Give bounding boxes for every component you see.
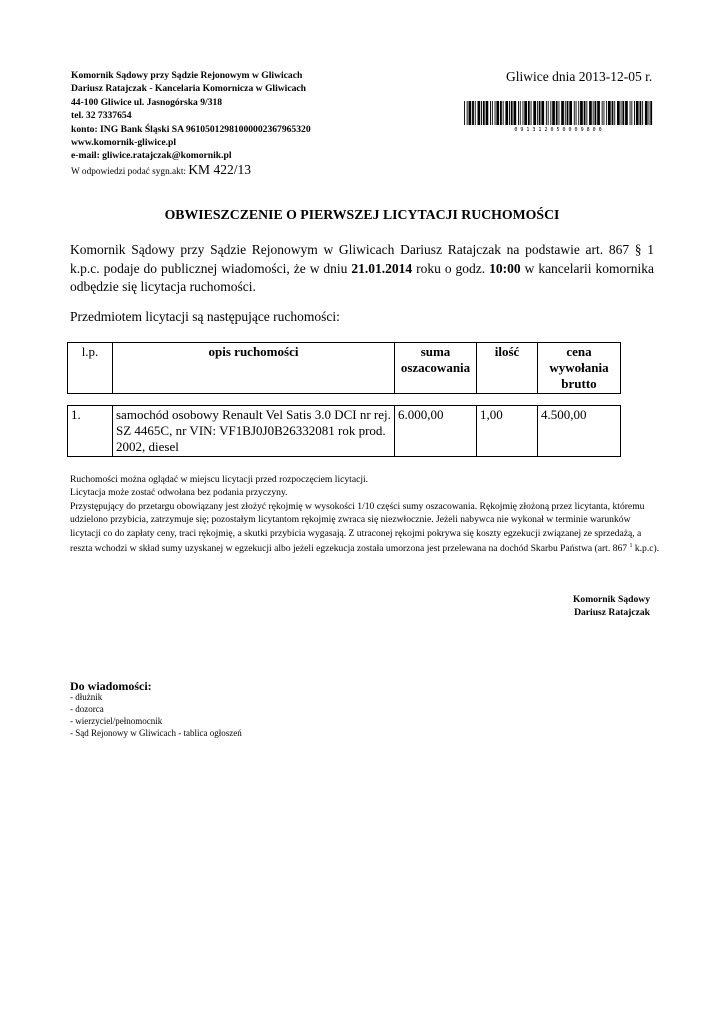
case-reference-value: KM 422/13 [188,161,251,177]
header-line: www.komornik-gliwice.pl [71,137,177,149]
header-line: 44-100 Gliwice ul. Jasnogórska 9/318 [71,96,223,108]
notice-intro [70,241,654,297]
barcode-bar [467,101,468,125]
barcode-digits: 0 9 1 3 1 2 0 5 0 0 0 9 8 0 0 [514,127,602,132]
barcode-bar [541,101,544,125]
note-deposit [70,500,660,556]
item-quantity: 1,00 [477,406,538,457]
barcode-bar [614,101,615,125]
intro-text: w kancelarii komornika odbędzie się licytacja ruchomości. [70,260,654,294]
barcode-bar [604,101,605,125]
col-price: cena wywołania brutto [538,343,621,394]
barcode-bar [597,101,600,125]
signature-title: Komornik Sądowy [572,594,650,605]
header-line: tel. 32 7337654 [71,110,132,122]
signature-name: Dariusz Ratajczak [574,607,650,619]
barcode-bar [642,101,643,125]
barcode-bar [505,101,508,125]
barcode-bar [546,101,547,125]
barcode-bar [490,101,491,125]
barcode-bar [576,101,577,125]
barcode-bar [481,101,482,125]
item-price: 4.500,00 [538,406,621,457]
barcode-bar [478,101,481,125]
barcode [463,101,653,132]
barcode-bar [550,101,551,125]
barcode-bar [612,101,614,125]
barcode-bar [606,101,607,125]
barcode-bar [602,101,603,125]
item-lp: 1. [68,406,113,457]
barcode-bar [495,101,496,125]
barcode-bar [483,101,485,125]
item-description: samochód osobowy Renault Vel Satis 3.0 DCI nr rej. SZ 4465C, nr VIN: VF1BJ0J0B26332081 rok prod. 2002, diesel [113,406,395,457]
barcode-bar [565,101,566,125]
item-value: 6.000,00 [395,406,477,457]
list-item: - dłużnik [70,692,103,702]
barcode-bar [464,101,465,125]
case-reference-label: W odpowiedzi podać sygn.akt: [71,166,186,177]
barcode-bar [634,101,635,125]
barcode-bar [503,101,504,125]
barcode-bar [509,101,510,125]
col-description: opis ruchomości [113,343,395,394]
barcode-bar [595,101,597,125]
header-line: Komornik Sądowy przy Sądzie Rejonowym w Gliwicach [71,70,303,81]
barcode-bar [580,101,583,125]
barcode-bar [569,101,572,125]
barcode-bar [593,101,594,125]
barcode-bar [500,101,502,125]
barcode-bar [556,101,558,125]
items-table [67,405,621,457]
barcode-bar [548,101,549,125]
barcode-bar [636,101,639,125]
barcode-bar [630,101,631,125]
distribution-title: Do wiadomości: [70,679,152,693]
barcode-bar [617,101,620,125]
distribution-list [70,691,242,739]
barcode-bar [559,101,560,125]
barcode-bar [552,101,555,125]
barcode-bar [518,101,519,125]
barcode-bars [464,101,652,125]
barcode-bar [486,101,489,125]
barcode-bar [567,101,569,125]
barcode-bar [537,101,538,125]
barcode-bar [640,101,642,125]
barcode-bar [578,101,579,125]
barcode-bar [621,101,622,125]
document-date: Gliwice dnia 2013-12-05 r. [506,69,653,84]
signature-block [520,593,650,620]
barcode-bar [625,101,628,125]
barcode-bar [523,101,524,125]
barcode-bar [649,101,650,125]
col-value: suma oszacowania [395,343,477,394]
table-header-row [68,343,621,394]
table-row [68,406,621,457]
barcode-bar [631,101,632,125]
barcode-bar [589,101,592,125]
article-superscript: 1 [629,543,633,550]
intro-text: roku o godz. [412,260,490,276]
barcode-bar [574,101,575,125]
list-item: - dozorca [70,704,104,714]
barcode-bar [650,101,652,125]
barcode-bar [645,101,648,125]
barcode-bar [561,101,564,125]
barcode-bar [539,101,541,125]
case-reference [71,163,371,179]
auction-time: 10:00 [489,260,521,276]
notice-title: OBWIESZCZENIE O PIERWSZEJ LICYTACJI RUCHOMOŚCI [164,207,560,222]
barcode-bar [472,101,474,125]
header-line: Dariusz Ratajczak - Kancelaria Komornicza w Gliwicach [71,83,307,95]
barcode-bar [531,101,532,125]
barcode-bar [514,101,517,125]
list-item: - Sąd Rejonowy w Gliwicach - tablica ogłoszeń [70,728,242,738]
auction-notes [70,473,660,556]
barcode-bar [469,101,472,125]
barcode-bar [475,101,476,125]
note-cancellation: Licytacja może zostać odwołana bez podania przyczyny. [70,487,288,499]
barcode-bar [584,101,586,125]
barcode-bar [528,101,530,125]
barcode-bar [622,101,624,125]
header-line: e-mail: gliwice.ratajczak@komornik.pl [71,150,232,162]
barcode-bar [496,101,499,125]
barcode-bar [608,101,611,125]
col-lp: l.p. [68,343,113,394]
note-viewing: Ruchomości można oglądać w miejscu licytacji przed rozpoczęciem licytacji. [70,474,369,485]
list-item: - wierzyciel/pełnomocnik [70,716,163,726]
barcode-bar [520,101,521,125]
barcode-bar [586,101,587,125]
barcode-bar [511,101,513,125]
barcode-bar [524,101,527,125]
items-table-header [67,342,621,394]
note-deposit-end: k.p.c). [632,543,660,555]
header-line: konto: ING Bank Śląski SA 96105012981000002367965320 [71,123,311,135]
note-deposit-text: Przystępujący do przetargu obowiązany jest złożyć rękojmię w wysokości 1/10 części sumy oszacowania. Rękojmię złożoną przez licytanta, któremu udzielono przybicia, zatrzymuje się; pozostałym licytantom rękojmię zwraca się niezwłocznie. Jeżeli nabywca nie wykonał w terminie warunków licytacji co do zapłaty ceny, traci rękojmię, a skutki przybicia wygasają. Z utraconej rękojmi pokrywa się koszty egzekucji związanej ze sprzedażą, a reszta wchodzi w skład sumy uzyskanej w egzekucji albo jeżeli egzekucja została umorzona jest przelewana na dochód Skarbu Państwa (art. 867 [70,500,645,555]
col-quantity: ilość [477,343,538,394]
bailiff-header [71,69,371,179]
intro-text: Komornik Sądowy przy Sądzie Rejonowym w Gliwicach Dariusz Ratajczak na podstawie art. 867 § 1 k.p.c. podaje do publicznej wiadomości, że w dniu [70,242,654,276]
barcode-bar [492,101,493,125]
barcode-bar [533,101,536,125]
subject-line: Przedmiotem licytacji są następujące ruchomości: [70,309,340,324]
auction-date: 21.01.2014 [351,260,413,276]
